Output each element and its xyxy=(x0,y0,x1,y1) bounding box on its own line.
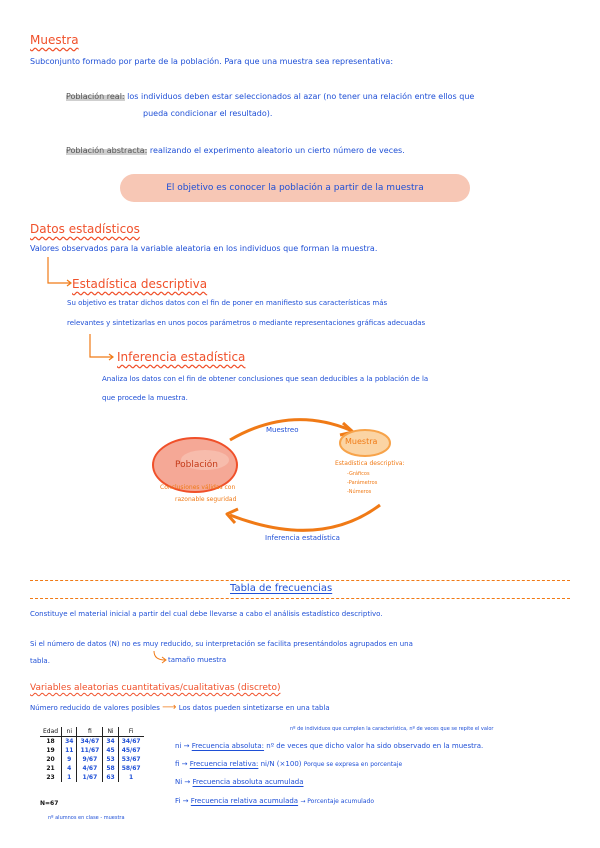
table-cell: 1 xyxy=(62,773,77,782)
def-name: Frecuencia relativa acumulada xyxy=(190,797,299,805)
branch-arrow-inferencia xyxy=(82,332,122,362)
table-cell: 11 xyxy=(62,746,77,755)
poblacion-abstracta-text: realizando el experimento aleatorio un cierto número de veces. xyxy=(149,146,405,155)
table-row xyxy=(40,755,144,764)
section-title-datos: Datos estadísticos xyxy=(30,222,140,236)
inferencia-arrow-label: Inferencia estadística xyxy=(265,534,340,542)
table-cell: 34/67 xyxy=(77,737,103,747)
table-cell: 19 xyxy=(46,747,55,754)
table-cell: 4 xyxy=(62,764,77,773)
table-cell: 45 xyxy=(103,746,118,755)
tamano-note: tamaño muestra xyxy=(168,656,227,664)
inferencia-text-2: que procede la muestra. xyxy=(102,394,188,402)
inferencia-arrow xyxy=(230,505,380,530)
poblacion-real-text-2: pueda condicionar el resultado). xyxy=(143,109,273,118)
table-cell: 63 xyxy=(103,773,118,782)
objective-text: El objetivo es conocer la población a partir de la muestra xyxy=(166,183,424,193)
table-row xyxy=(40,764,144,773)
table-cell: 20 xyxy=(46,756,55,763)
frequency-table xyxy=(40,727,144,782)
table-header-row xyxy=(40,727,144,737)
def-symbol: fi → xyxy=(175,760,188,768)
descriptiva-title: Estadística descriptiva xyxy=(72,277,208,291)
table-cell: 23 xyxy=(46,774,55,781)
divider-top xyxy=(30,580,570,581)
divider-bottom xyxy=(30,598,570,599)
poblacion-abstracta-label: Población abstracta: xyxy=(66,146,148,155)
reduced-result: Los datos pueden sintetizarse en una tabla xyxy=(178,704,330,712)
table-cell: 4/67 xyxy=(77,764,103,773)
table-cell: 18 xyxy=(46,738,55,745)
table-cell: 34 xyxy=(62,737,77,747)
table-cell: 34 xyxy=(103,737,118,747)
def-extra: → Porcentaje acumulado xyxy=(300,798,375,805)
poblacion-label: Población xyxy=(175,460,219,470)
poblacion-real-line xyxy=(66,92,474,101)
descriptiva-text-2: relevantes y sintetizarlas en unos pocos parámetros o mediante representaciones gráficas adecuadas xyxy=(67,319,426,327)
section-title-tabla xyxy=(230,583,332,594)
def-Ni xyxy=(175,778,304,786)
table-cell: 58/67 xyxy=(118,764,143,773)
tamano-arrow xyxy=(150,650,170,664)
poblacion-real-label: Población real: xyxy=(66,92,125,101)
poblacion-note-2: razonable seguridad xyxy=(175,496,237,503)
table-cell: 34/67 xyxy=(118,737,143,747)
variables-reduced-line xyxy=(30,702,330,713)
n-total: N=67 xyxy=(40,800,59,807)
table-cell: 53 xyxy=(103,755,118,764)
def-name: Frecuencia absoluta acumulada xyxy=(192,778,304,786)
reduced-text: Número reducido de valores posibles xyxy=(30,704,160,712)
table-cell: 53/67 xyxy=(118,755,143,764)
table-cell: 9/67 xyxy=(77,755,103,764)
table-cell: 45/67 xyxy=(118,746,143,755)
poblacion-abstracta-line xyxy=(66,146,405,155)
muestra-note-title: Estadística descriptiva: xyxy=(335,460,405,467)
poblacion-real-text: los individuos deben estar seleccionados al azar (no tener una relación entre ellos que xyxy=(127,92,475,101)
muestra-definition: Subconjunto formado por parte de la población. Para que una muestra sea representativa: xyxy=(30,57,394,66)
muestra-label: Muestra xyxy=(345,437,378,446)
def-symbol: Ni → xyxy=(175,778,191,786)
def-symbol: Fi → xyxy=(175,797,189,805)
section-title-muestra: Muestra xyxy=(30,33,79,47)
tabla-text-3: tabla. xyxy=(30,657,50,665)
descriptiva-text-1: Su objetivo es tratar dichos datos con el fin de poner en manifiesto sus características más xyxy=(67,299,388,307)
muestra-note-item: -Números xyxy=(347,489,372,495)
table-row xyxy=(40,746,144,755)
top-note: nº de individuos que cumplen la característica, nº de veces que se repite el valor xyxy=(290,726,494,732)
right-arrow-icon: ⟶ xyxy=(162,702,177,713)
tabla-text-1: Constituye el material inicial a partir del cual debe llevarse a cabo el análisis estadístico descriptivo. xyxy=(30,610,383,618)
n-note: nº alumnos en clase - muestra xyxy=(48,815,125,821)
objective-banner xyxy=(120,174,470,202)
table-cell: 11/67 xyxy=(77,746,103,755)
muestra-note-item: -Gráficos xyxy=(347,471,370,477)
datos-definition: Valores observados para la variable aleatoria en los individuos que forman la muestra. xyxy=(30,244,378,253)
table-header-cell: Edad xyxy=(40,727,62,737)
def-name: Frecuencia absoluta: xyxy=(191,742,265,750)
def-extra: Porque se expresa en porcentaje xyxy=(303,761,403,768)
def-ni xyxy=(175,742,483,750)
muestreo-label: Muestreo xyxy=(266,426,299,434)
table-cell: 21 xyxy=(46,765,55,772)
tabla-title-text: Tabla de frecuencias xyxy=(230,583,333,594)
table-header-cell: fi xyxy=(77,727,103,737)
def-desc: nº de veces que dicho valor ha sido observado en la muestra. xyxy=(266,742,484,750)
table-cell: 9 xyxy=(62,755,77,764)
table-row xyxy=(40,773,144,782)
def-symbol: ni → xyxy=(175,742,190,750)
muestra-note-item: -Parámetros xyxy=(347,480,378,486)
table-cell: 58 xyxy=(103,764,118,773)
def-desc: ni/N (×100) xyxy=(260,760,302,768)
inferencia-title: Inferencia estadística xyxy=(117,350,246,364)
tabla-text-2: Si el número de datos (N) no es muy reducido, su interpretación se facilita presentándolos agrupados en una xyxy=(30,640,413,648)
table-cell: 1 xyxy=(118,773,143,782)
section-title-variables: Variables aleatorias cuantitativas/cualitativas (discreto) xyxy=(30,683,281,693)
def-name: Frecuencia relativa: xyxy=(189,760,259,768)
table-header-cell: ni xyxy=(62,727,77,737)
table-header-cell: Fi xyxy=(118,727,143,737)
poblacion-note-1: Conclusiones válidas con xyxy=(160,484,236,491)
def-Fi xyxy=(175,797,374,805)
def-fi xyxy=(175,760,402,768)
table-cell: 1/67 xyxy=(77,773,103,782)
table-row xyxy=(40,737,144,747)
inferencia-text-1: Analiza los datos con el fin de obtener conclusiones que sean deducibles a la población de la xyxy=(102,375,429,383)
table-header-cell: Ni xyxy=(103,727,118,737)
